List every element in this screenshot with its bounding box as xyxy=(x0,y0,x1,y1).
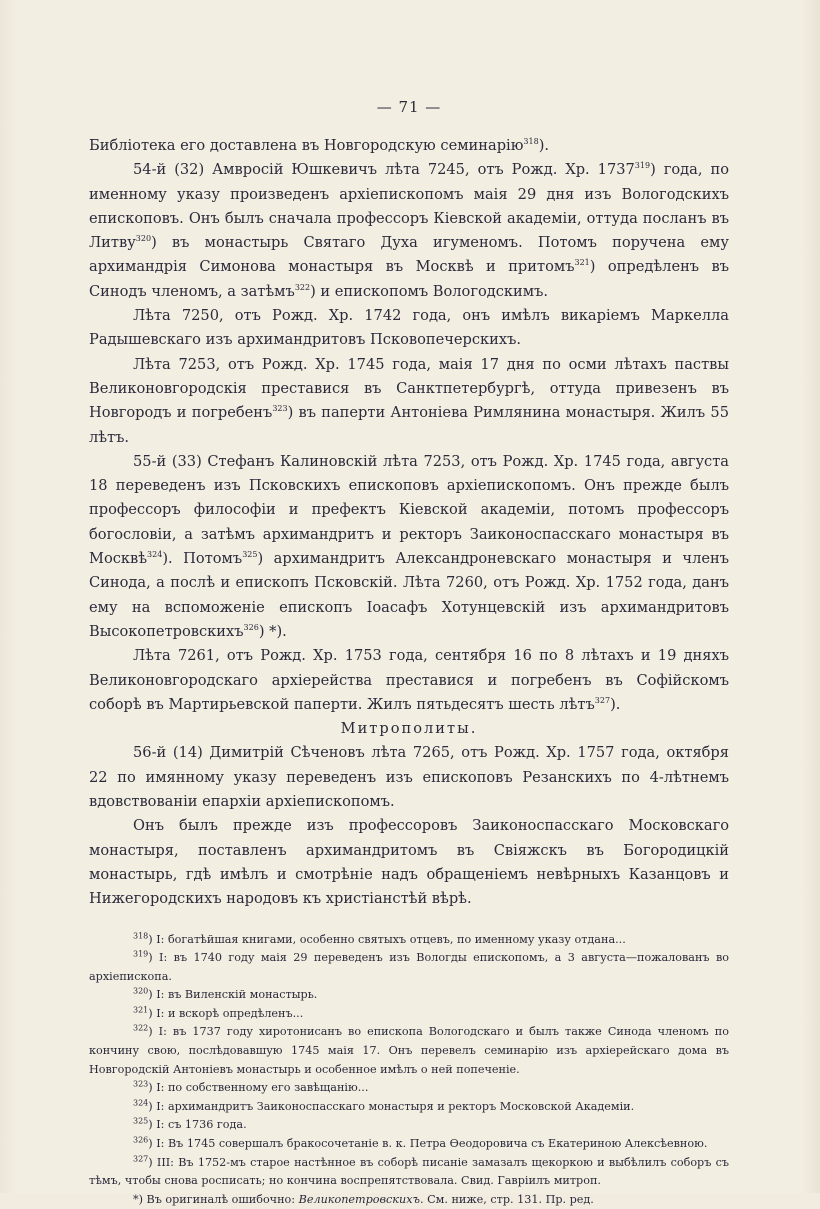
footnote-ref: 319 xyxy=(634,161,651,171)
footnote-text: ) I: съ 1736 года. xyxy=(148,1118,247,1132)
footnote-ref: 326 xyxy=(243,623,259,633)
page-content xyxy=(89,98,729,1209)
main-text-continued xyxy=(89,741,729,911)
footnote-text: ) I: архимандритъ Заиконоспасскаго монастыря и ректоръ Московской Академіи. xyxy=(148,1099,635,1113)
paragraph-text: ) въ монастырь Святаго Духа игуменомъ. Потомъ поручена ему архимандрія Симонова монастыря въ Москвѣ и притомъ xyxy=(89,234,729,276)
footnote-number: 323 xyxy=(133,1079,149,1089)
footnote-text: ) I: богатѣйшая книгами, особенно святыхъ отцевъ, по именному указу отдана... xyxy=(148,932,626,946)
footnote-number: 326 xyxy=(133,1135,149,1145)
section-heading: Митрополиты. xyxy=(340,720,478,738)
footnote-number: 325 xyxy=(133,1116,149,1126)
footnote-number: 324 xyxy=(133,1098,149,1108)
paragraph xyxy=(89,741,729,814)
footnote-number: 320 xyxy=(133,986,149,996)
paragraph-text: ) архимандритъ Александроневскаго монастыря и членъ Синода, а послѣ и епископъ Псковскій. Лѣта 7260, отъ Рожд. Хр. 1752 года, данъ ему на вспоможеніе епископъ Іоасафъ Хотунцевскій изъ архимандритовъ Высокопетровскихъ xyxy=(89,550,729,640)
paragraph xyxy=(89,304,729,353)
footnote xyxy=(89,931,729,950)
paragraph-text: 55-й (33) Стефанъ Калиновскій лѣта 7253, отъ Рожд. Хр. 1745 года, августа 18 переведенъ изъ Псковскихъ епископовъ архіепископомъ. Онъ прежде былъ профессоръ философіи и префектъ Кіевской академіи, потомъ профессоръ богословіи, а затѣмъ архимандритъ и ректоръ Заиконоспасскаго монастыря въ Москвѣ xyxy=(89,452,729,568)
main-text xyxy=(89,134,729,717)
paragraph xyxy=(89,158,729,304)
footnote-number: 318 xyxy=(133,930,149,940)
editor-note-prefix: *) Въ оригиналѣ ошибочно: xyxy=(133,1192,299,1206)
footnote xyxy=(89,1079,729,1098)
footnote-ref: 325 xyxy=(242,550,258,560)
footnote-text: ) I: въ 1740 году маія 29 переведенъ изъ Вологды епископомъ, а 3 августа—пожалованъ во архіепископа. xyxy=(89,951,729,983)
paragraph-text: 56-й (14) Димитрій Сѣченовъ лѣта 7265, отъ Рожд. Хр. 1757 года, октября 22 по имянному указу переведенъ изъ епископовъ Резанскихъ по 4-лѣтнемъ вдовствованіи епархіи архіепископомъ. xyxy=(89,744,729,811)
footnote-ref: 321 xyxy=(574,258,590,268)
paragraph xyxy=(89,353,729,450)
footnote-number: 319 xyxy=(133,949,149,959)
paragraph xyxy=(89,644,729,717)
paragraph-text: Лѣта 7261, отъ Рожд. Хр. 1753 года, сентября 16 по 8 лѣтахъ и 19 дняхъ Великоновгородскаго архіерейства преставися и погребенъ въ Софійскомъ соборѣ въ Мартирьевской паперти. Жилъ пятьдесятъ шесть лѣтъ xyxy=(89,647,729,713)
paragraph-text: ) опредѣленъ въ Синодъ членомъ, а затѣмъ xyxy=(89,258,730,300)
footnote-number: 322 xyxy=(133,1023,149,1033)
footnote-number: 327 xyxy=(133,1153,149,1163)
paragraph-text: Библіотека его доставлена въ Новгородскую семинарію xyxy=(89,137,524,154)
paragraph-text: Лѣта 7250, отъ Рожд. Хр. 1742 года, онъ имѣлъ викаріемъ Маркелла Радышевскаго изъ архимандритовъ Псковопечерскихъ. xyxy=(89,307,729,349)
footnotes xyxy=(89,931,729,1191)
footnote-ref: 320 xyxy=(135,234,152,244)
editor-note-italic: Великопетровскихъ xyxy=(298,1192,420,1206)
footnote-ref: 318 xyxy=(523,137,539,147)
paragraph-text: Лѣта 7253, отъ Рожд. Хр. 1745 года, маія 17 дня по осми лѣтахъ паствы Великоновгородскія преставися въ Санктпетербургѣ, оттуда привезенъ въ Новгородъ и погребенъ xyxy=(89,355,729,422)
editor-note xyxy=(89,1191,729,1209)
footnote xyxy=(89,1005,729,1024)
paragraph-text: ). xyxy=(610,695,621,713)
footnote-text: ) I: по собственному его завѣщанію... xyxy=(148,1081,369,1095)
footnote-text: ) I: и вскорѣ опредѣленъ... xyxy=(148,1006,304,1020)
paragraph xyxy=(89,450,729,644)
paragraph-text: ) въ паперти Антоніева Римлянина монастыря. Жилъ 55 лѣтъ. xyxy=(89,404,729,446)
paragraph-text: ). Потомъ xyxy=(162,550,243,568)
page-number: — 71 — xyxy=(376,98,442,116)
paragraph-text: Онъ былъ прежде изъ профессоровъ Заиконоспасскаго Московскаго монастыря, поставленъ архимандритомъ въ Свіяжскъ въ Богородицкій монастырь, гдѣ имѣлъ и смотрѣніе надъ обращеніемъ невѣрныхъ Казанцовъ и Нижегородскихъ народовъ къ христіанстѣй вѣрѣ. xyxy=(89,817,729,908)
footnote-text: ) I: въ Виленскій монастырь. xyxy=(148,988,318,1002)
footnote-divider xyxy=(89,922,729,923)
footnote xyxy=(89,1098,729,1117)
footnote xyxy=(89,986,729,1005)
footnote-text: ) I: Въ 1745 совершалъ бракосочетаніе в. к. Петра Ѳеодоровича съ Екатериною Алексѣевною. xyxy=(148,1137,708,1151)
paragraph-text: ) года, по именному указу произведенъ архіепископомъ маія 29 дня изъ Вологодскихъ епископовъ. Онъ былъ сначала профессоръ Кіевской академіи, оттуда посланъ въ Литву xyxy=(89,161,729,252)
paragraph xyxy=(89,814,729,911)
footnote xyxy=(89,1116,729,1135)
footnote xyxy=(89,949,729,986)
footnote xyxy=(89,1135,729,1154)
footnote-ref: 327 xyxy=(594,695,611,705)
footnote xyxy=(89,1154,729,1191)
footnote xyxy=(89,1023,729,1079)
paragraph-text: ) *). xyxy=(258,622,287,640)
footnote-number: 321 xyxy=(133,1005,149,1015)
footnote-ref: 323 xyxy=(272,404,288,414)
footnote-text: ) III: Въ 1752-мъ старое настѣнное въ соборѣ писаніе замазалъ щекоркою и выбѣлилъ соборъ съ тѣмъ, чтобы снова росписать; но кончина воспрепятствовала. Свид. Гавріилъ митроп. xyxy=(89,1155,729,1188)
footnote-ref: 322 xyxy=(294,282,311,292)
paragraph xyxy=(89,134,729,158)
paragraph-text: ). xyxy=(538,137,550,154)
footnote-ref: 324 xyxy=(147,550,163,560)
paragraph-text: ) и епископомъ Вологодскимъ. xyxy=(310,282,549,300)
editor-note-suffix: . См. ниже, стр. 131. Пр. ред. xyxy=(419,1192,594,1206)
paragraph-text: 54-й (32) Амвросій Юшкевичъ лѣта 7245, отъ Рожд. Хр. 1737 xyxy=(133,161,635,179)
footnote-text: ) I: въ 1737 году хиротонисанъ во епископа Вологодскаго и былъ также Синода членомъ по кончину свою, послѣдовавшую 1745 маія 17. Онъ перевелъ семинарію изъ архіерейскаго дома въ Новгородскій Антоніевъ монастырь и особенное имѣлъ о ней попеченіе. xyxy=(89,1025,729,1076)
